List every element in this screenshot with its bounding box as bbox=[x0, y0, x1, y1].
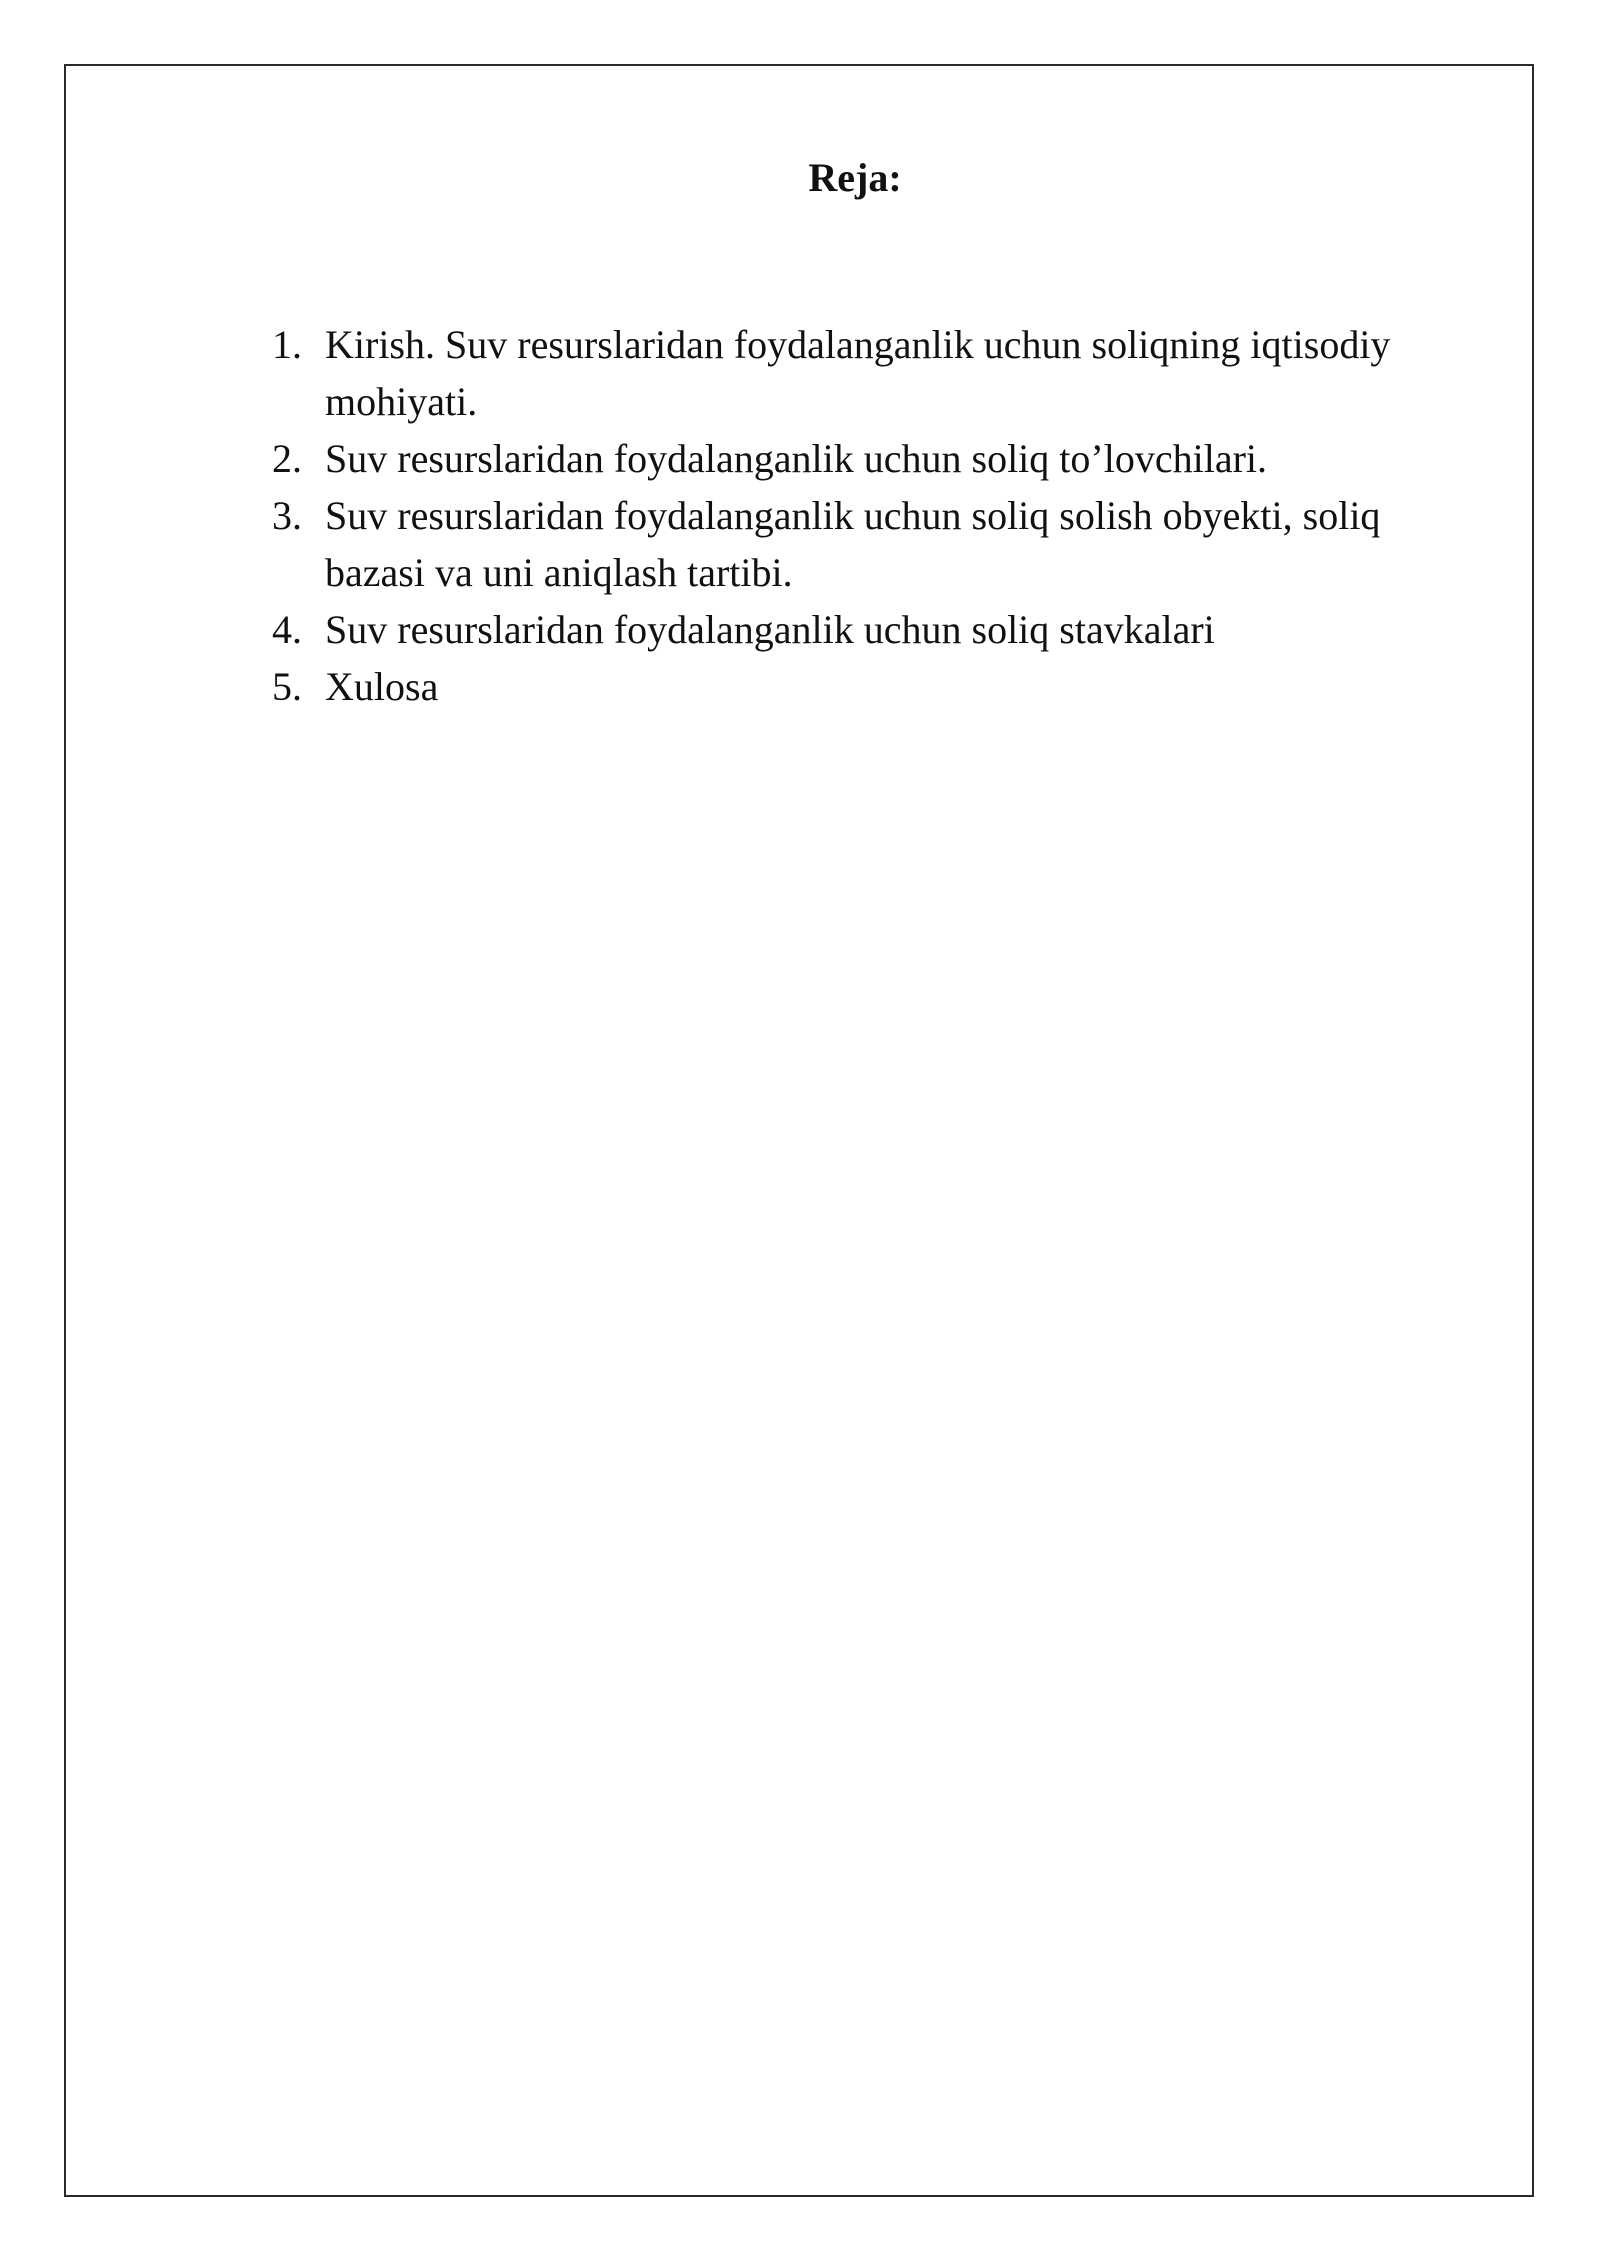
plan-item-text: Xulosa bbox=[325, 664, 439, 709]
plan-list bbox=[272, 316, 1482, 715]
plan-item-number: 3. bbox=[272, 493, 302, 538]
plan-item-text: Suv resurslaridan foydalanganlik uchun soliq to’lovchilari. bbox=[325, 436, 1268, 481]
plan-item-text: Kirish. Suv resurslaridan foydalanganlik uchun soliqning iqtisodiy mohiyati. bbox=[325, 322, 1391, 424]
plan-item-number: 1. bbox=[272, 322, 302, 367]
plan-item-number: 4. bbox=[272, 607, 302, 652]
plan-item-5 bbox=[272, 658, 1482, 715]
plan-item-4 bbox=[272, 601, 1482, 658]
plan-item-2 bbox=[272, 430, 1482, 487]
plan-item-text: Suv resurslaridan foydalanganlik uchun soliq stavkalari bbox=[325, 607, 1215, 652]
plan-item-1 bbox=[272, 316, 1482, 430]
plan-item-number: 2. bbox=[272, 436, 302, 481]
plan-item-3 bbox=[272, 487, 1482, 601]
plan-item-number: 5. bbox=[272, 664, 302, 709]
page-title: Reja: bbox=[808, 155, 902, 200]
plan-item-text: Suv resurslaridan foydalanganlik uchun soliq solish obyekti, soliq bazasi va uni aniqlash tartibi. bbox=[325, 493, 1381, 595]
